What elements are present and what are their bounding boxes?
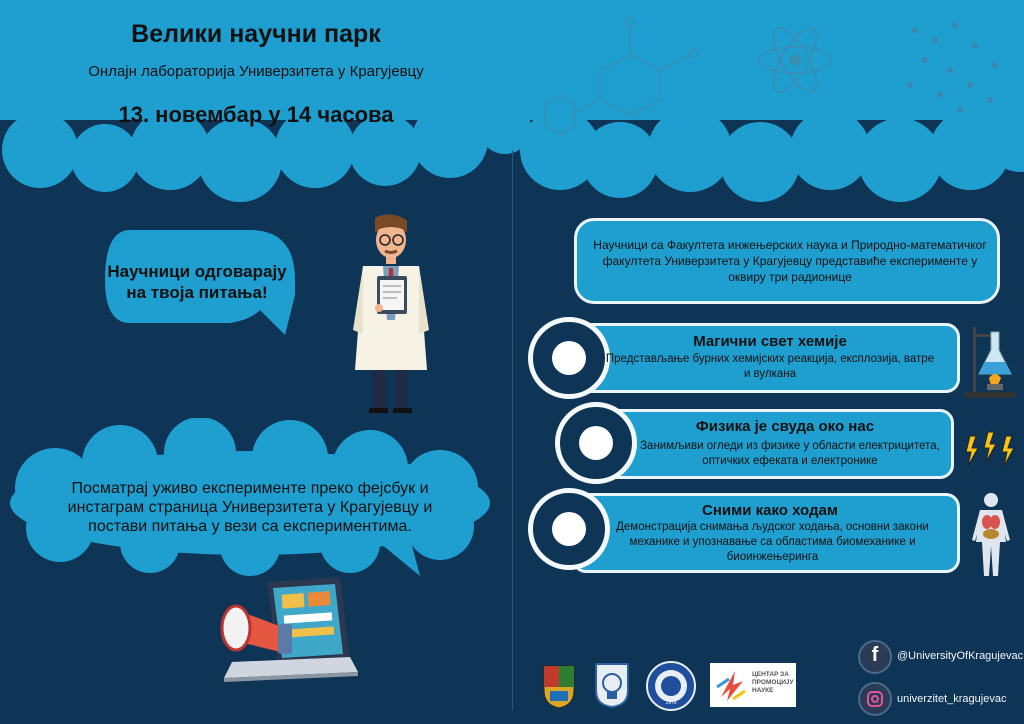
scientist-illustration [345, 210, 435, 415]
human-body-icon [966, 490, 1016, 580]
workshop-description: Занимљиви огледи из физике у области електрицитета, оптичких ефеката и електронике [640, 440, 940, 467]
center-promotion-logo [710, 663, 796, 707]
workshop-title: Магични свет хемије [693, 333, 847, 350]
workshop-marker [528, 317, 610, 399]
workshop-description: Демонстрација снимања људског ходања, основни закони механике и упознавање са областима биомеханике и биоинжењеринга [616, 521, 929, 563]
workshop-title: Сними како ходам [702, 502, 838, 519]
facebook-icon[interactable]: f [858, 640, 892, 674]
faculty-crest-logo [593, 661, 631, 709]
faculty-seal-logo [645, 660, 697, 712]
instagram-icon[interactable] [858, 682, 892, 716]
lightning-icon [962, 428, 1020, 472]
workshop-title: Физика је свуда око нас [695, 418, 875, 435]
center-promotion-text: ЦЕНТАР ЗА ПРОМОЦИЈУ НАУКЕ [752, 671, 794, 694]
center-divider [512, 150, 513, 710]
instagram-handle[interactable]: univerzitet_kragujevac [897, 693, 1007, 705]
question-bubble-text: Научници одговарају на твоја питања! [107, 262, 287, 302]
seal-year-text: 1976 [665, 700, 677, 706]
workshop-description: Представљање бурних хемијских реакција, експлозија, ватре и вулкана [605, 353, 935, 380]
chemistry-flask-icon [963, 322, 1017, 400]
center-promotion-mark [713, 667, 749, 703]
page-subtitle: Онлајн лабораторија Универзитета у Крагујевцу [88, 63, 424, 80]
watch-bubble-text: Посматрај уживо експерименте преко фејсбук и инстаграм страница Универзитета у Крагујевцу и постави питања у вези са експериментима. [67, 480, 433, 535]
intro-box [574, 218, 1000, 304]
page-title: Велики научни парк [131, 20, 381, 48]
workshop-marker [528, 488, 610, 570]
intro-text: Научници са Факултета инжењерских наука и Природно-математичког факултета Универзитета у Крагујевцу представиће експерименте у оквиру три радионице [593, 238, 987, 284]
university-crest-logo [541, 663, 577, 709]
facebook-handle[interactable]: @UniversityOfKragujevac [897, 650, 1024, 662]
laptop-megaphone-illustration [212, 572, 360, 687]
event-date: 13. новембар у 14 часова [118, 102, 394, 127]
